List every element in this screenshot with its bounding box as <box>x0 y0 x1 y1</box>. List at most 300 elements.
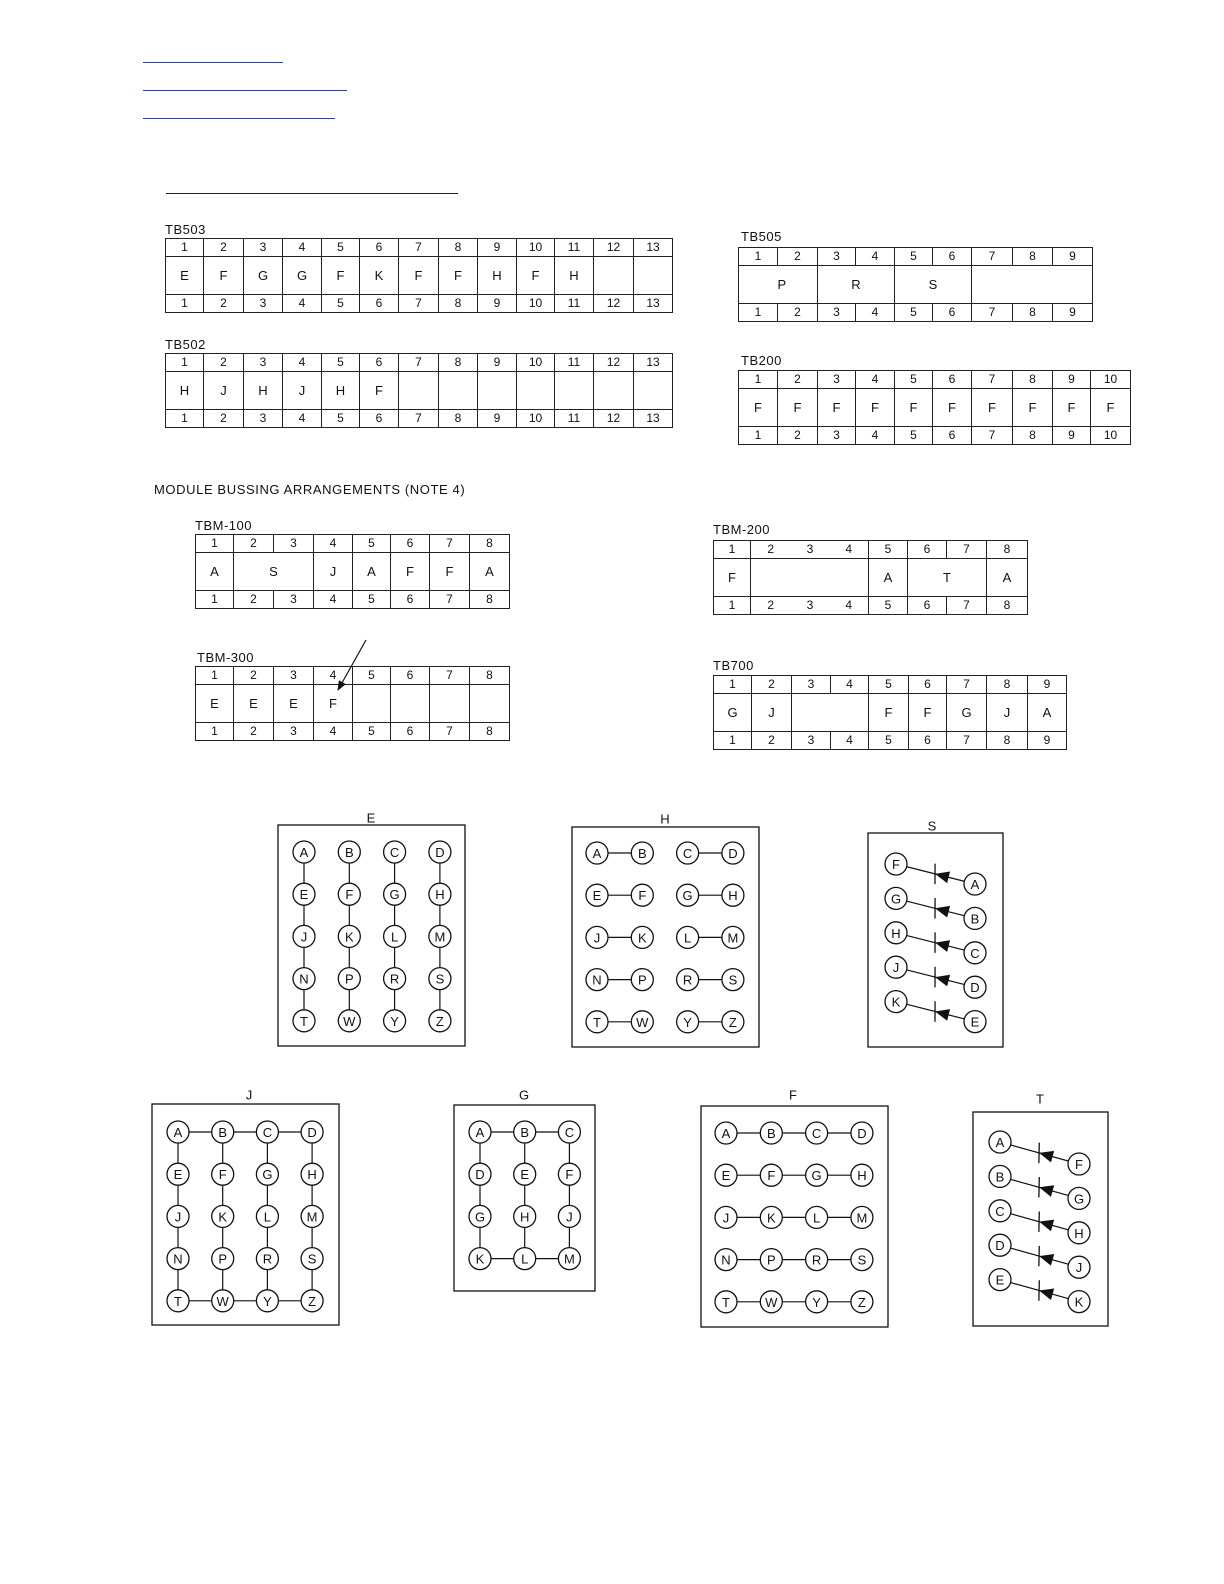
terminal-number: 8 <box>470 667 510 685</box>
terminal-number: 7 <box>947 541 987 559</box>
terminal-node-label: C <box>682 846 693 861</box>
terminal-number: 2 <box>204 295 244 313</box>
terminal-number: 5 <box>353 723 391 741</box>
terminal-number: 4 <box>283 239 322 257</box>
terminal-node-label: L <box>683 930 692 946</box>
terminal-node-label: W <box>216 1293 229 1309</box>
terminal-node-label: E <box>520 1167 530 1183</box>
terminal-node-label: D <box>307 1125 317 1140</box>
terminal-number: 3 <box>791 597 830 615</box>
terminal-number: 4 <box>856 371 895 389</box>
bussing-module-g <box>454 1088 595 1292</box>
terminal-node-label: N <box>299 971 309 987</box>
terminal-number: 3 <box>274 723 314 741</box>
terminal-number: 7 <box>947 597 987 615</box>
tb700-label: TB700 <box>713 658 754 673</box>
module-code: G <box>947 694 987 732</box>
terminal-number: 8 <box>470 591 510 609</box>
terminal-number: 1 <box>739 371 778 389</box>
terminal-node-label: Z <box>857 1294 866 1310</box>
terminal-node-label: T <box>722 1294 730 1310</box>
terminal-node-label: F <box>565 1167 574 1183</box>
tb502-label: TB502 <box>165 337 206 352</box>
terminal-number: 4 <box>283 354 322 372</box>
terminal-number: 3 <box>818 371 856 389</box>
terminal-number: 6 <box>933 427 972 445</box>
terminal-number: 4 <box>283 410 322 428</box>
terminal-node-label: H <box>891 925 901 941</box>
terminal-number: 9 <box>1053 371 1091 389</box>
terminal-number: 3 <box>791 541 830 559</box>
terminal-number: 2 <box>204 239 244 257</box>
terminal-number: 12 <box>594 295 634 313</box>
module-code: E <box>166 257 204 295</box>
terminal-node-label: P <box>218 1251 228 1267</box>
terminal-number: 7 <box>972 304 1013 322</box>
terminal-node-label: R <box>262 1251 273 1267</box>
terminal-number: 3 <box>818 427 856 445</box>
terminal-number: 2 <box>234 535 274 553</box>
terminal-node-label: A <box>299 845 309 860</box>
terminal-node-label: K <box>218 1209 228 1225</box>
terminal-number: 12 <box>594 354 634 372</box>
terminal-number: 10 <box>1091 371 1131 389</box>
terminal-number: 8 <box>439 295 478 313</box>
terminal-number: 11 <box>555 239 594 257</box>
terminal-node-label: T <box>593 1014 601 1030</box>
module-code: F <box>439 257 478 295</box>
module-label: S <box>927 818 937 834</box>
terminal-node-label: B <box>970 911 980 927</box>
terminal-node-label: K <box>637 930 647 946</box>
terminal-node-label: P <box>344 971 354 987</box>
terminal-number: 4 <box>831 676 869 694</box>
terminal-number: 8 <box>439 410 478 428</box>
terminal-node-label: L <box>390 929 399 945</box>
terminal-node-label: H <box>1074 1225 1084 1241</box>
terminal-node-label: A <box>592 846 602 861</box>
module-code: F <box>778 389 818 427</box>
terminal-number: 13 <box>634 410 673 428</box>
terminal-number: 11 <box>555 410 594 428</box>
terminal-number: 3 <box>792 732 831 750</box>
module-code: F <box>360 372 399 410</box>
tb200-label: TB200 <box>741 353 782 368</box>
terminal-node-label: L <box>812 1210 821 1226</box>
terminal-number: 6 <box>391 723 430 741</box>
terminal-node-label: F <box>892 857 900 872</box>
terminal-node-label: E <box>592 888 602 904</box>
tb503-label: TB503 <box>165 222 206 237</box>
module-code: F <box>1091 389 1131 427</box>
terminal-number: 7 <box>947 732 987 750</box>
terminal-node-label: D <box>970 980 980 996</box>
terminal-number: 5 <box>353 591 391 609</box>
terminal-number: 2 <box>204 354 244 372</box>
terminal-node-label: M <box>856 1210 868 1226</box>
terminal-number: 1 <box>714 541 751 559</box>
terminal-number: 7 <box>947 676 987 694</box>
terminal-node-label: J <box>1075 1260 1083 1276</box>
terminal-number: 10 <box>517 239 555 257</box>
terminal-node-label: E <box>721 1168 731 1184</box>
terminal-node-label: N <box>173 1251 183 1267</box>
terminal-node-label: W <box>765 1294 778 1310</box>
terminal-number: 3 <box>818 304 856 322</box>
terminal-number: 3 <box>274 535 314 553</box>
terminal-node-label: B <box>766 1126 776 1141</box>
terminal-number: 4 <box>856 304 895 322</box>
module-code: A <box>470 553 510 591</box>
module-code: F <box>714 559 751 597</box>
tbm200-label: TBM-200 <box>713 522 770 537</box>
terminal-number: 7 <box>430 591 470 609</box>
terminal-node-label: J <box>593 930 601 946</box>
module-code: F <box>818 389 856 427</box>
terminal-number: 9 <box>1028 732 1067 750</box>
terminal-number: 3 <box>792 676 831 694</box>
terminal-node-label: N <box>592 972 602 988</box>
bussing-module-f <box>701 1088 888 1328</box>
terminal-number: 2 <box>752 676 792 694</box>
terminal-node-label: B <box>995 1169 1005 1185</box>
terminal-number: 3 <box>274 591 314 609</box>
terminal-node-label: W <box>343 1013 356 1029</box>
terminal-number: 4 <box>314 723 353 741</box>
terminal-number: 10 <box>517 410 555 428</box>
terminal-number: 4 <box>856 427 895 445</box>
terminal-number: 6 <box>391 535 430 553</box>
terminal-node-label: S <box>307 1251 317 1267</box>
terminal-number: 9 <box>1053 427 1091 445</box>
module-code: G <box>283 257 322 295</box>
terminal-number: 12 <box>594 410 634 428</box>
terminal-node-label: S <box>728 972 738 988</box>
module-code: J <box>283 372 322 410</box>
terminal-node-label: D <box>475 1167 485 1183</box>
terminal-number: 11 <box>555 354 594 372</box>
terminal-node-label: C <box>564 1125 575 1140</box>
terminal-node-label: K <box>1074 1294 1084 1310</box>
bussing-module-e <box>278 811 465 1047</box>
terminal-node-label: E <box>970 1014 980 1030</box>
terminal-number: 2 <box>751 597 791 615</box>
terminal-number: 5 <box>322 354 360 372</box>
terminal-number: 6 <box>909 676 947 694</box>
terminal-node-label: Y <box>683 1014 692 1030</box>
module-label: J <box>245 1087 253 1103</box>
module-code: S <box>895 266 972 304</box>
terminal-number: 7 <box>972 371 1013 389</box>
section-heading: MODULE BUSSING ARRANGEMENTS (NOTE 4) <box>154 482 466 497</box>
terminal-node-label: K <box>891 994 901 1010</box>
module-code: F <box>322 257 360 295</box>
module-code: F <box>895 389 933 427</box>
terminal-node-label: M <box>434 929 446 945</box>
terminal-number: 1 <box>196 667 234 685</box>
terminal-node-label: T <box>174 1293 182 1309</box>
terminal-number: 6 <box>360 295 399 313</box>
terminal-number: 8 <box>987 732 1028 750</box>
module-code: F <box>430 553 470 591</box>
terminal-node-label: D <box>728 846 738 861</box>
module-code: A <box>196 553 234 591</box>
terminal-node-label: F <box>218 1167 227 1183</box>
terminal-number: 2 <box>234 667 274 685</box>
module-code: F <box>399 257 439 295</box>
terminal-number: 5 <box>353 667 391 685</box>
terminal-number: 6 <box>360 239 399 257</box>
terminal-number: 9 <box>478 295 517 313</box>
terminal-node-label: H <box>435 887 445 903</box>
bussing-module-j <box>152 1088 339 1326</box>
terminal-node-label: A <box>721 1126 731 1141</box>
terminal-number: 9 <box>1028 676 1067 694</box>
module-code: H <box>166 372 204 410</box>
terminal-number: 3 <box>244 354 283 372</box>
terminal-number: 6 <box>909 732 947 750</box>
terminal-node-label: H <box>307 1167 317 1183</box>
terminal-number: 9 <box>478 239 517 257</box>
terminal-number: 5 <box>895 248 933 266</box>
terminal-node-label: M <box>727 930 739 946</box>
terminal-number: 7 <box>430 667 470 685</box>
terminal-number: 5 <box>869 676 909 694</box>
terminal-node-label: C <box>995 1203 1005 1219</box>
terminal-number: 8 <box>1013 427 1053 445</box>
terminal-number: 8 <box>470 535 510 553</box>
terminal-node-label: A <box>173 1125 183 1140</box>
module-code: F <box>1053 389 1091 427</box>
terminal-number: 1 <box>166 410 204 428</box>
terminal-number: 10 <box>517 354 555 372</box>
terminal-node-label: H <box>520 1209 530 1225</box>
terminal-node-label: Y <box>263 1293 272 1309</box>
terminal-node-label: E <box>173 1167 183 1183</box>
terminal-number: 8 <box>1013 248 1053 266</box>
terminal-number: 7 <box>972 248 1013 266</box>
terminal-number: 2 <box>204 410 244 428</box>
terminal-node-label: R <box>682 972 693 988</box>
terminal-node-label: F <box>767 1168 776 1184</box>
terminal-node-label: J <box>566 1209 573 1225</box>
terminal-number: 1 <box>739 248 778 266</box>
terminal-number: 6 <box>360 354 399 372</box>
terminal-number: 5 <box>322 295 360 313</box>
terminal-number: 6 <box>908 541 947 559</box>
tbm300-label: TBM-300 <box>197 650 254 665</box>
module-code: E <box>274 685 314 723</box>
terminal-number: 1 <box>739 427 778 445</box>
terminal-number: 5 <box>353 535 391 553</box>
terminal-node-label: Y <box>812 1294 821 1310</box>
terminal-number: 6 <box>933 304 972 322</box>
terminal-node-label: D <box>857 1126 867 1141</box>
terminal-number: 4 <box>314 535 353 553</box>
terminal-node-label: T <box>300 1013 308 1029</box>
module-code: F <box>856 389 895 427</box>
terminal-node-label: C <box>970 945 980 961</box>
terminal-node-label: G <box>262 1167 273 1183</box>
terminal-number: 10 <box>517 295 555 313</box>
bussing-module-t <box>973 1092 1108 1327</box>
terminal-number: 8 <box>470 723 510 741</box>
terminal-number: 8 <box>439 354 478 372</box>
module-code: T <box>908 559 987 597</box>
terminal-number: 4 <box>831 732 869 750</box>
terminal-node-label: K <box>475 1251 485 1267</box>
terminal-number: 5 <box>869 597 908 615</box>
terminal-number: 5 <box>895 304 933 322</box>
module-code: A <box>987 559 1028 597</box>
terminal-number: 7 <box>399 239 439 257</box>
bussing-module-s <box>868 819 1003 1048</box>
terminal-node-label: B <box>344 845 354 860</box>
terminal-node-label: C <box>811 1126 822 1141</box>
terminal-number: 8 <box>439 239 478 257</box>
terminal-node-label: W <box>636 1014 649 1030</box>
terminal-number: 9 <box>478 354 517 372</box>
terminal-node-label: G <box>474 1209 486 1225</box>
module-code: F <box>933 389 972 427</box>
terminal-number: 1 <box>196 535 234 553</box>
module-label: G <box>518 1087 530 1103</box>
terminal-number: 2 <box>778 427 818 445</box>
terminal-number: 12 <box>594 239 634 257</box>
terminal-node-label: G <box>1073 1191 1085 1207</box>
terminal-node-label: J <box>892 960 900 976</box>
terminal-number: 2 <box>778 304 818 322</box>
terminal-node-label: D <box>995 1238 1005 1254</box>
terminal-number: 5 <box>322 239 360 257</box>
terminal-node-label: E <box>299 887 309 903</box>
terminal-number: 3 <box>244 410 283 428</box>
terminal-number: 1 <box>166 295 204 313</box>
module-code: F <box>204 257 244 295</box>
bussing-module-h <box>572 812 759 1048</box>
terminal-number: 2 <box>752 732 792 750</box>
terminal-number: 6 <box>391 591 430 609</box>
module-code: H <box>555 257 594 295</box>
terminal-number: 7 <box>430 723 470 741</box>
terminal-node-label: B <box>520 1125 530 1140</box>
module-code: H <box>244 372 283 410</box>
terminal-number: 4 <box>830 541 869 559</box>
terminal-number: 3 <box>274 667 314 685</box>
terminal-node-label: J <box>300 929 308 945</box>
terminal-number: 1 <box>714 597 751 615</box>
terminal-node-label: R <box>811 1252 822 1268</box>
terminal-node-label: F <box>345 887 354 903</box>
module-code: F <box>869 694 909 732</box>
module-code: J <box>204 372 244 410</box>
terminal-node-label: G <box>890 891 902 907</box>
module-code: G <box>714 694 752 732</box>
tbm100-label: TBM-100 <box>195 518 252 533</box>
terminal-number: 1 <box>714 676 752 694</box>
terminal-number: 6 <box>908 597 947 615</box>
terminal-node-label: S <box>435 971 445 987</box>
terminal-node-label: F <box>638 888 647 904</box>
terminal-number: 7 <box>399 410 439 428</box>
module-label: H <box>660 811 670 827</box>
module-code: J <box>752 694 792 732</box>
terminal-number: 2 <box>751 541 791 559</box>
terminal-node-label: H <box>857 1168 867 1184</box>
terminal-number: 9 <box>478 410 517 428</box>
terminal-number: 3 <box>244 239 283 257</box>
terminal-number: 5 <box>895 427 933 445</box>
terminal-node-label: A <box>995 1135 1005 1150</box>
terminal-node-label: M <box>306 1209 318 1225</box>
terminal-number: 8 <box>987 676 1028 694</box>
module-label: T <box>1036 1091 1044 1107</box>
terminal-number: 13 <box>634 239 673 257</box>
module-code: H <box>322 372 360 410</box>
terminal-number: 4 <box>856 248 895 266</box>
terminal-number: 3 <box>244 295 283 313</box>
terminal-number: 4 <box>314 667 353 685</box>
terminal-node-label: Y <box>390 1013 399 1029</box>
terminal-number: 4 <box>314 591 353 609</box>
terminal-number: 2 <box>778 371 818 389</box>
terminal-node-label: M <box>563 1251 575 1267</box>
terminal-number: 1 <box>166 354 204 372</box>
terminal-node-label: N <box>721 1252 731 1268</box>
terminal-number: 5 <box>869 541 908 559</box>
module-code: S <box>234 553 314 591</box>
terminal-node-label: B <box>637 846 647 861</box>
terminal-node-label: K <box>766 1210 776 1226</box>
terminal-number: 2 <box>234 591 274 609</box>
module-code: F <box>739 389 778 427</box>
terminal-number: 11 <box>555 295 594 313</box>
module-code: F <box>909 694 947 732</box>
terminal-number: 8 <box>1013 304 1053 322</box>
terminal-number: 4 <box>283 295 322 313</box>
terminal-node-label: G <box>811 1168 822 1184</box>
terminal-number: 7 <box>430 535 470 553</box>
module-code: F <box>1013 389 1053 427</box>
terminal-number: 6 <box>933 248 972 266</box>
terminal-number: 8 <box>1013 371 1053 389</box>
terminal-node-label: L <box>521 1251 529 1267</box>
leader-arrow <box>338 640 366 690</box>
terminal-number: 13 <box>634 354 673 372</box>
terminal-number: 5 <box>322 410 360 428</box>
terminal-number: 1 <box>196 723 234 741</box>
tb505-label: TB505 <box>741 229 782 244</box>
module-label: F <box>789 1087 797 1103</box>
module-code: K <box>360 257 399 295</box>
terminal-number: 4 <box>830 597 869 615</box>
terminal-node-label: L <box>263 1209 272 1225</box>
terminal-node-label: Z <box>728 1014 737 1030</box>
terminal-number: 13 <box>634 295 673 313</box>
module-code: R <box>818 266 895 304</box>
terminal-number: 1 <box>166 239 204 257</box>
module-code: J <box>987 694 1028 732</box>
module-code: H <box>478 257 517 295</box>
module-code: A <box>869 559 908 597</box>
terminal-number: 9 <box>1053 304 1093 322</box>
terminal-number: 2 <box>778 248 818 266</box>
terminal-number: 8 <box>987 597 1028 615</box>
terminal-node-label: J <box>174 1209 182 1225</box>
terminal-node-label: H <box>728 888 738 904</box>
terminal-node-label: K <box>344 929 354 945</box>
terminal-number: 5 <box>869 732 909 750</box>
